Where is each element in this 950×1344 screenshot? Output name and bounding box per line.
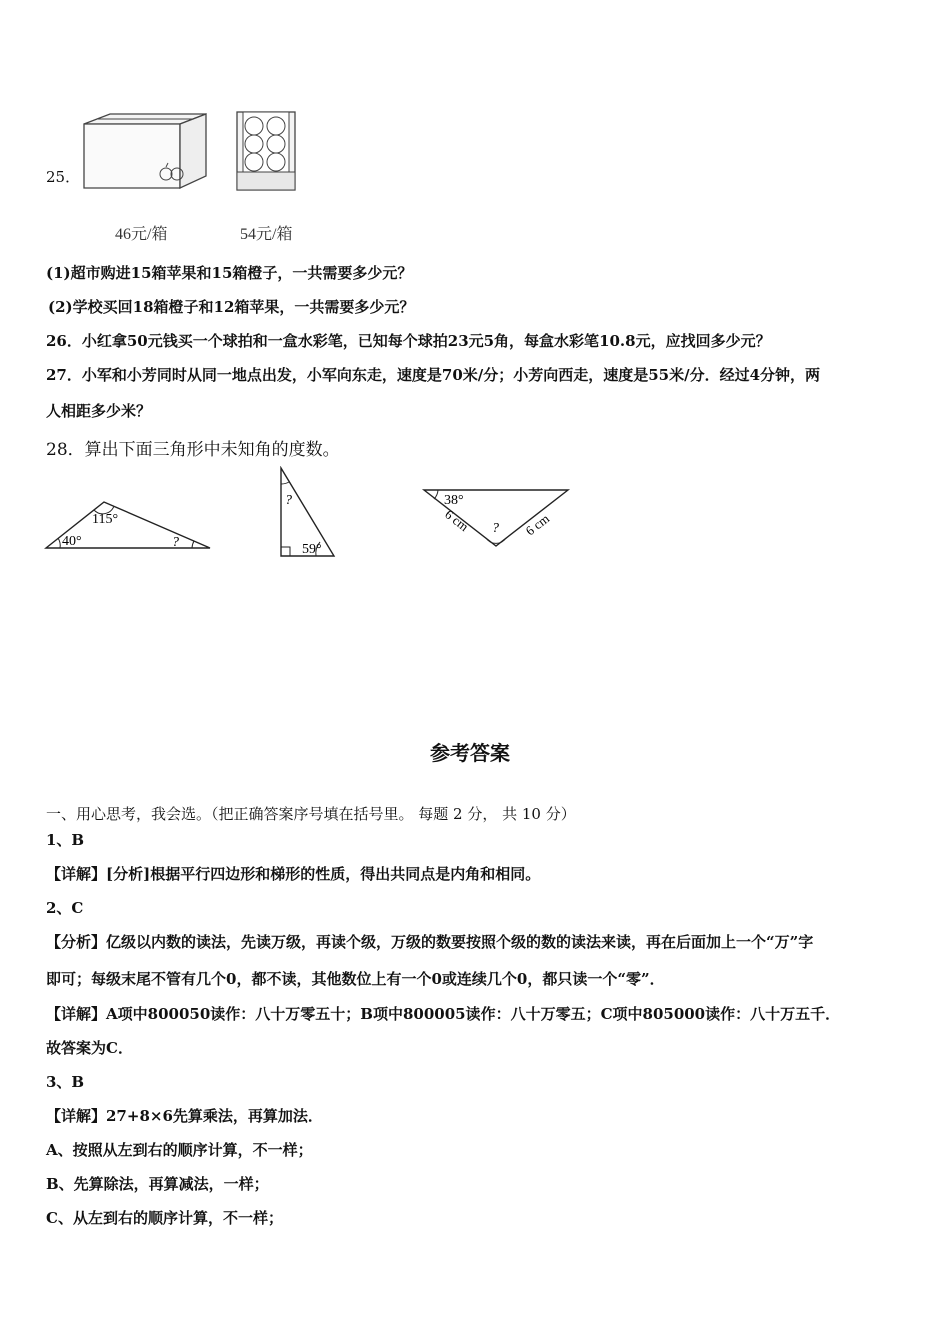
orange-price: 54元/箱	[240, 226, 293, 243]
answer-3-option-a: A、按照从左到右的顺序计算，不一样；	[46, 1141, 313, 1159]
triangle-3	[420, 486, 572, 552]
answer-3: 3、B	[46, 1073, 85, 1091]
section-heading: 一、用心思考，我会选。（把正确答案序号填在括号里。 每题 2 分， 共 10 分）	[46, 805, 576, 823]
tri1-left-angle: 40°	[62, 534, 82, 549]
tri2-bottom-angle: 59°	[302, 542, 322, 557]
q28-text: 28．算出下面三角形中未知角的度数。	[46, 440, 340, 460]
answer-3-detail: 【详解】27+8×6先算乘法，再算加法．	[46, 1107, 323, 1125]
answer-1: 1、B	[46, 831, 85, 849]
tri2-top-angle: ?	[285, 493, 292, 508]
answer-2-analysis-1: 【分析】亿级以内数的读法，先读万级，再读个级，万级的数要按照个级的数的读法来读，再在后面加上一个“万”字	[46, 933, 814, 951]
tri3-side-right: 6 cm	[522, 510, 553, 539]
answer-2-analysis-2: 即可；每级末尾不管有几个0，都不读，其他数位上有一个0或连续几个0，都只读一个“零”．	[46, 970, 665, 988]
tri3-side-left: 6 cm	[442, 506, 472, 535]
answer-2: 2、C	[46, 899, 84, 917]
tri1-right-angle: ?	[172, 535, 179, 550]
apple-box-icon	[80, 110, 210, 192]
q27-line1: 27．小军和小芳同时从同一地点出发，小军向东走，速度是70米/分；小芳向西走，速度是55米/分．经过4分钟，两	[46, 366, 821, 384]
tri3-angle: 38°	[444, 493, 464, 508]
orange-box-icon	[234, 110, 300, 194]
answers-title: 参考答案	[430, 741, 510, 765]
answer-3-option-b: B、先算除法，再算减法，一样；	[46, 1175, 269, 1193]
q26: 26．小红拿50元钱买一个球拍和一盒水彩笔，已知每个球拍23元5角，每盒水彩笔10.8元，应找回多少元？	[46, 332, 771, 350]
tri3-bottom-angle: ?	[492, 521, 499, 536]
tri1-top-angle: 115°	[92, 512, 119, 527]
answer-2-detail: 【详解】A项中800050读作：八十万零五十；B项中800005读作：八十万零五；C项中805000读作：八十万五千．	[46, 1005, 841, 1023]
answer-2-conclusion: 故答案为C．	[46, 1039, 133, 1057]
apple-price: 46元/箱	[115, 226, 168, 243]
q25-sub1: (1)超市购进15箱苹果和15箱橙子，一共需要多少元？	[46, 264, 413, 282]
q25-sub2: (2)学校买回18箱橙子和12箱苹果，一共需要多少元？	[48, 298, 415, 316]
answer-3-option-c: C、从左到右的顺序计算，不一样；	[46, 1209, 283, 1227]
q25-label: 25．	[46, 168, 81, 186]
answer-1-detail: 【详解】[分析]根据平行四边形和梯形的性质，得出共同点是内角和相同。	[46, 865, 541, 883]
triangle-1	[44, 496, 214, 554]
q27-line2: 人相距多少米？	[46, 402, 152, 420]
triangle-2	[276, 466, 340, 560]
